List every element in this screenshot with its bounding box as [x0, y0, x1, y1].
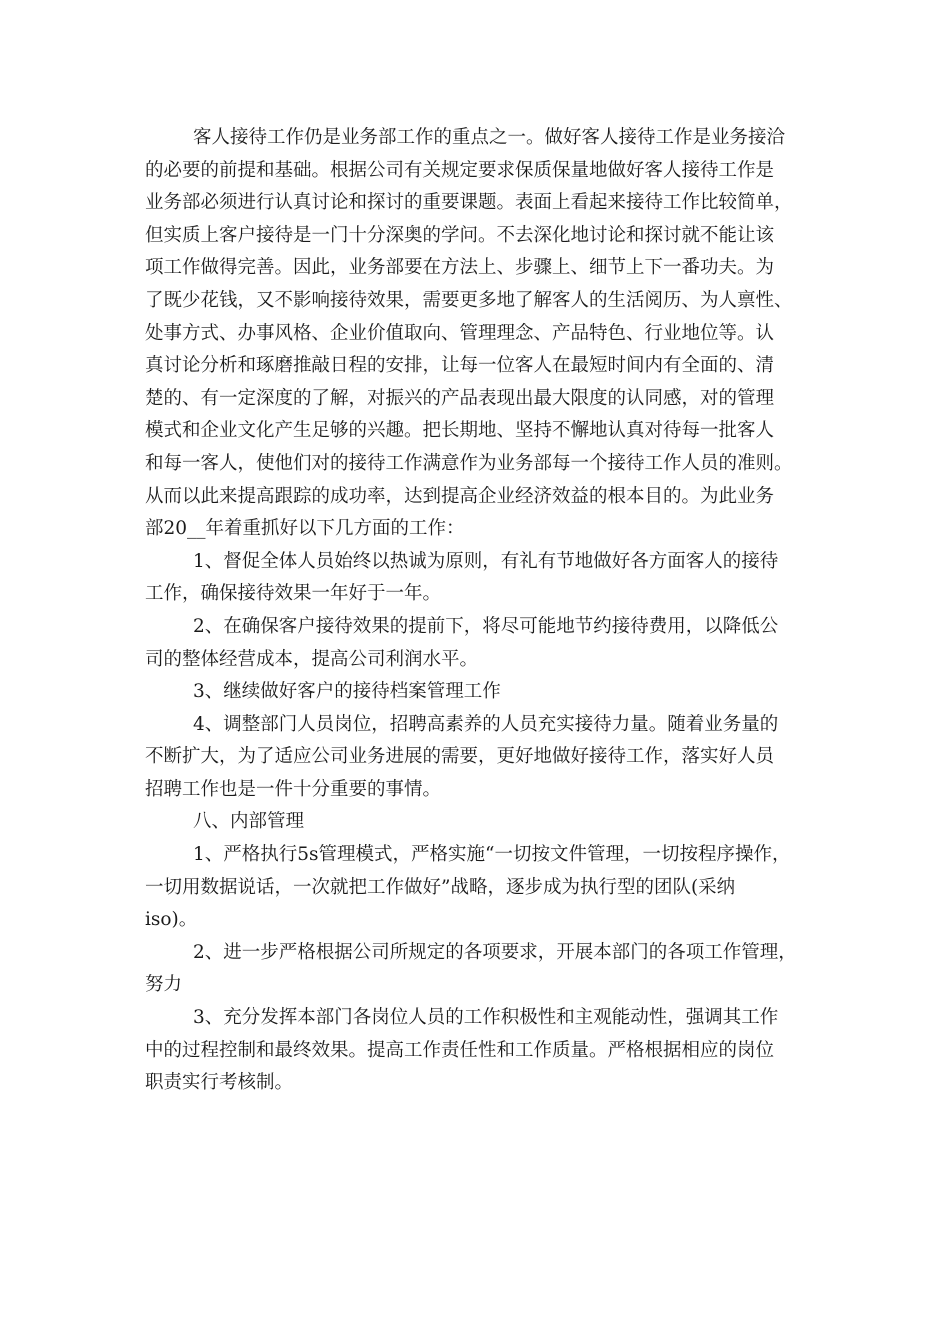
document-line: 处事方式、办事风格、企业价值取向、管理理念、产品特色、行业地位等。认: [145, 322, 775, 344]
document-line: 工作，确保接待效果一年好于一年。: [145, 583, 442, 605]
document-line: 模式和企业文化产生足够的兴趣。把长期地、坚持不懈地认真对待每一批客人: [145, 420, 775, 442]
document-line: 和每一客人，使他们对的接待工作满意作为业务部每一个接待工作人员的准则。: [145, 452, 793, 474]
document-line: 楚的、有一定深度的了解，对振兴的产品表现出最大限度的认同感，对的管理: [145, 387, 775, 409]
document-line: 从而以此来提高跟踪的成功率，达到提高企业经济效益的根本目的。为此业务: [145, 485, 775, 507]
document-line: 真讨论分析和琢磨推敲日程的安排，让每一位客人在最短时间内有全面的、清: [145, 355, 775, 377]
document-line: 项工作做得完善。因此，业务部要在方法上、步骤上、细节上下一番功夫。为: [145, 257, 775, 279]
document-line: 业务部必须进行认真讨论和探讨的重要课题。表面上看起来接待工作比较简单，: [145, 192, 793, 214]
document-line: 3、充分发挥本部门各岗位人员的工作积极性和主观能动性，强调其工作: [193, 1007, 779, 1029]
document-line: 2、进一步严格根据公司所规定的各项要求，开展本部门的各项工作管理，: [193, 941, 797, 963]
document-line: 3、继续做好客户的接待档案管理工作: [193, 681, 501, 703]
document-line: 努力: [145, 974, 183, 996]
document-line: 4、调整部门人员岗位，招聘高素养的人员充实接待力量。随着业务量的: [193, 713, 779, 735]
document-line: 了既少花钱，又不影响接待效果，需要更多地了解客人的生活阅历、为人禀性、: [145, 289, 793, 311]
document-line: 部20__年着重抓好以下几方面的工作：: [145, 518, 465, 540]
document-line: 招聘工作也是一件十分重要的事情。: [145, 778, 442, 800]
document-line: 但实质上客户接待是一门十分深奥的学问。不去深化地讨论和探讨就不能让该: [145, 224, 775, 246]
document-line: iso)。: [145, 909, 198, 931]
document-line: 的必要的前提和基础。根据公司有关规定要求保质保量地做好客人接待工作是: [145, 159, 775, 181]
document-line: 不断扩大，为了适应公司业务进展的需要，更好地做好接待工作，落实好人员: [145, 746, 775, 768]
document-line: 职责实行考核制。: [145, 1072, 294, 1094]
document-line: 1、督促全体人员始终以热诚为原则，有礼有节地做好各方面客人的接待: [193, 550, 779, 572]
document-body: [145, 122, 810, 1100]
document-line: 司的整体经营成本，提高公司利润水平。: [145, 648, 479, 670]
document-line: 八、内部管理: [193, 811, 305, 833]
document-line: 一切用数据说话，一次就把工作做好”战略，逐步成为执行型的团队(采纳: [145, 876, 736, 898]
document-line: 客人接待工作仍是业务部工作的重点之一。做好客人接待工作是业务接洽: [193, 127, 786, 148]
document-line: 中的过程控制和最终效果。提高工作责任性和工作质量。严格根据相应的岗位: [145, 1039, 775, 1061]
document-line: 1、严格执行5s管理模式，严格实施“一切按文件管理，一切按程序操作，: [193, 844, 791, 866]
document-line: 2、在确保客户接待效果的提前下，将尽可能地节约接待费用，以降低公: [193, 615, 779, 637]
